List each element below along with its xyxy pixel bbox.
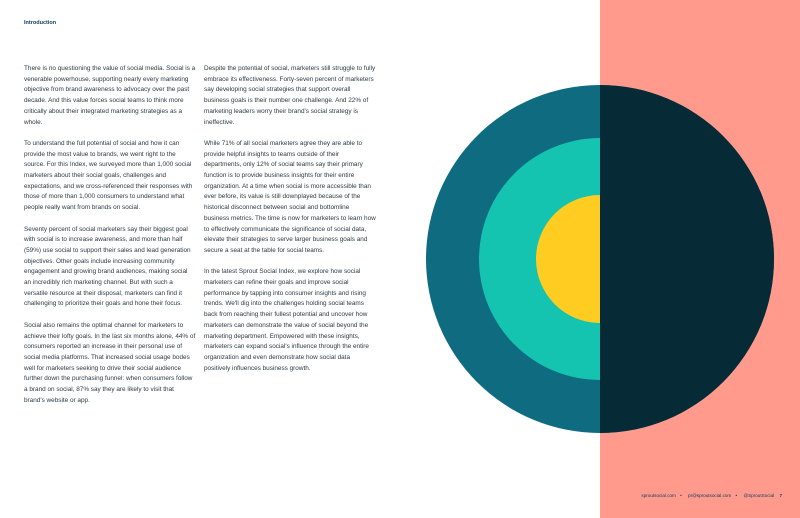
section-label: Introduction [24,20,57,26]
paragraph: While 71% of all social marketers agree they are able to provide helpful insights to teams outside of their departments, only 12% of social teams say their primary function is to provide business insights for their entire organization. At a time when social is more accessible than ever before, its value is still downplayed because of the historical disconnect between social and bottomline business metrics. The time is now for marketers to learn how to effectively communicate the significance of social data, elevate their strategies to serve larger business goals and secure a seat at the table for social teams. [204,139,376,254]
paragraph: To understand the full potential of social and how it can provide the most value to brands, we went right to the source. For this Index, we surveyed more than 1,000 social marketers about their social goals, challenges and expectations, and we cross-referenced their responses with those of more than 1,000 consumers to understand what people really want from brands on social. [24,139,193,212]
dark-half-circle [600,85,774,433]
right-text-column [204,64,376,385]
paragraph: Seventy percent of social marketers say their biggest goal with social is to increase awareness, and more than half (59%) use social to support their sales and lead generation objectives. Other goals include increasing community engagement and growing brand audiences, making social an incredibly rich marketing channel. But with such a versatile resource at their disposal, marketers can find it challenging to prioritize their goals and hone their focus. [24,225,191,308]
page-number: 7 [779,493,782,498]
paragraph: There is no questioning the value of social media. Social is a venerable powerhouse, supporting nearly every marketing objective from brand awareness to advocacy over the past decade. And this value forces social teams to think more critically about their integrated marketing strategies as a whole. [24,65,196,126]
footer-handle-link[interactable]: @SproutSocial [743,493,775,498]
page-footer [639,493,782,498]
paragraph: In the latest Sprout Social Index, we explore how social marketers can refine their goals and improve social performance by tapping into consumer insights and rising trends. We'll dig into the challenges holding social teams back from reaching their fullest potential and uncover how marketers can demonstrate the value of social beyond the marketing department. Empowered with these insights, marketers can expand social's influence through the entire organization and even demonstrate how social data positively influences business growth. [204,268,369,372]
paragraph: Social also remains the optimal channel for marketers to achieve their lofty goals. In the last six months alone, 44% of consumers reported an increase in their personal use of social media platforms. That increased social usage bodes well for marketers seeking to drive their social audience further down the purchasing funnel: when consumers follow a brand on social, 87% say they are likely to visit that brand's website or app. [24,321,196,404]
footer-separator: • [680,493,682,498]
left-text-column [24,64,196,417]
footer-email-link[interactable]: pr@sproutsocial.com [688,493,732,498]
footer-separator: • [735,493,738,498]
footer-site-link[interactable]: sproutsocial.com [641,493,676,498]
paragraph: Despite the potential of social, marketers still struggle to fully embrace its effectiveness. Forty-seven percent of marketers say developing social strategies that support overall business goals is their number one challenge. And 22% of marketing leaders worry their brand's social strategy is ineffective. [204,65,376,126]
